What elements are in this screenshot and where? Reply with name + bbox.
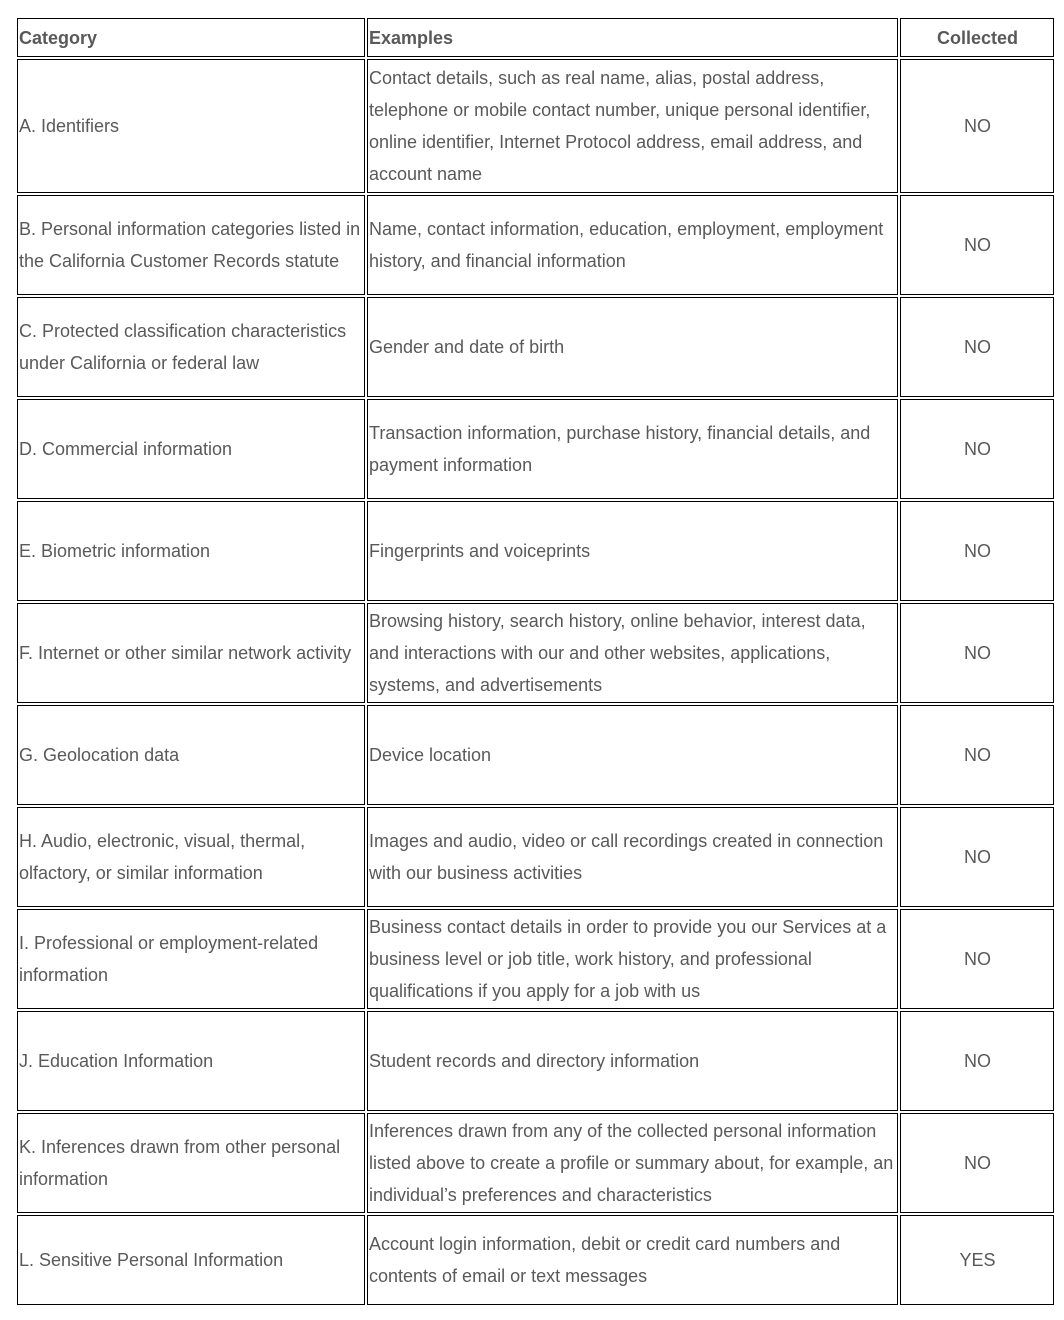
category-cell: J. Education Information xyxy=(17,1011,365,1111)
category-cell: D. Commercial information xyxy=(17,399,365,499)
collected-cell: NO xyxy=(900,603,1054,703)
table-header-row xyxy=(17,18,1054,57)
category-cell: I. Professional or employment-related information xyxy=(17,909,365,1009)
examples-cell: Contact details, such as real name, alias, postal address, telephone or mobile contact number, unique personal identifier, online identifier, Internet Protocol address, email address, and account name xyxy=(367,59,898,193)
collected-cell: NO xyxy=(900,909,1054,1009)
category-cell: K. Inferences drawn from other personal information xyxy=(17,1113,365,1213)
examples-cell: Fingerprints and voiceprints xyxy=(367,501,898,601)
table-row xyxy=(17,501,1054,601)
collected-cell: NO xyxy=(900,297,1054,397)
examples-cell: Inferences drawn from any of the collected personal information listed above to create a profile or summary about, for example, an individual’s preferences and characteristics xyxy=(367,1113,898,1213)
personal-information-table-container xyxy=(15,16,1056,1307)
collected-cell: NO xyxy=(900,59,1054,193)
header-category: Category xyxy=(17,18,365,57)
examples-cell: Browsing history, search history, online behavior, interest data, and interactions with our and other websites, applications, systems, and advertisements xyxy=(367,603,898,703)
category-cell: B. Personal information categories listed in the California Customer Records statute xyxy=(17,195,365,295)
table-row xyxy=(17,195,1054,295)
table-row xyxy=(17,59,1054,193)
collected-cell: NO xyxy=(900,705,1054,805)
examples-cell: Images and audio, video or call recordings created in connection with our business activities xyxy=(367,807,898,907)
table-row xyxy=(17,807,1054,907)
table-row xyxy=(17,297,1054,397)
collected-cell: NO xyxy=(900,501,1054,601)
collected-cell: NO xyxy=(900,807,1054,907)
category-cell: C. Protected classification characteristics under California or federal law xyxy=(17,297,365,397)
category-cell: A. Identifiers xyxy=(17,59,365,193)
table-row xyxy=(17,909,1054,1009)
table-row xyxy=(17,1011,1054,1111)
examples-cell: Transaction information, purchase history, financial details, and payment information xyxy=(367,399,898,499)
table-row xyxy=(17,399,1054,499)
table-row xyxy=(17,603,1054,703)
table-row xyxy=(17,1113,1054,1213)
category-cell: H. Audio, electronic, visual, thermal, olfactory, or similar information xyxy=(17,807,365,907)
examples-cell: Name, contact information, education, employment, employment history, and financial information xyxy=(367,195,898,295)
collected-cell: NO xyxy=(900,195,1054,295)
header-examples: Examples xyxy=(367,18,898,57)
table-row xyxy=(17,1215,1054,1305)
category-cell: F. Internet or other similar network activity xyxy=(17,603,365,703)
examples-cell: Gender and date of birth xyxy=(367,297,898,397)
collected-cell: NO xyxy=(900,1011,1054,1111)
category-cell: L. Sensitive Personal Information xyxy=(17,1215,365,1305)
collected-cell: YES xyxy=(900,1215,1054,1305)
examples-cell: Student records and directory information xyxy=(367,1011,898,1111)
examples-cell: Device location xyxy=(367,705,898,805)
table-row xyxy=(17,705,1054,805)
personal-information-categories-table xyxy=(15,16,1056,1307)
category-cell: E. Biometric information xyxy=(17,501,365,601)
collected-cell: NO xyxy=(900,399,1054,499)
category-cell: G. Geolocation data xyxy=(17,705,365,805)
examples-cell: Account login information, debit or credit card numbers and contents of email or text messages xyxy=(367,1215,898,1305)
examples-cell: Business contact details in order to provide you our Services at a business level or job title, work history, and professional qualifications if you apply for a job with us xyxy=(367,909,898,1009)
collected-cell: NO xyxy=(900,1113,1054,1213)
header-collected: Collected xyxy=(900,18,1054,57)
